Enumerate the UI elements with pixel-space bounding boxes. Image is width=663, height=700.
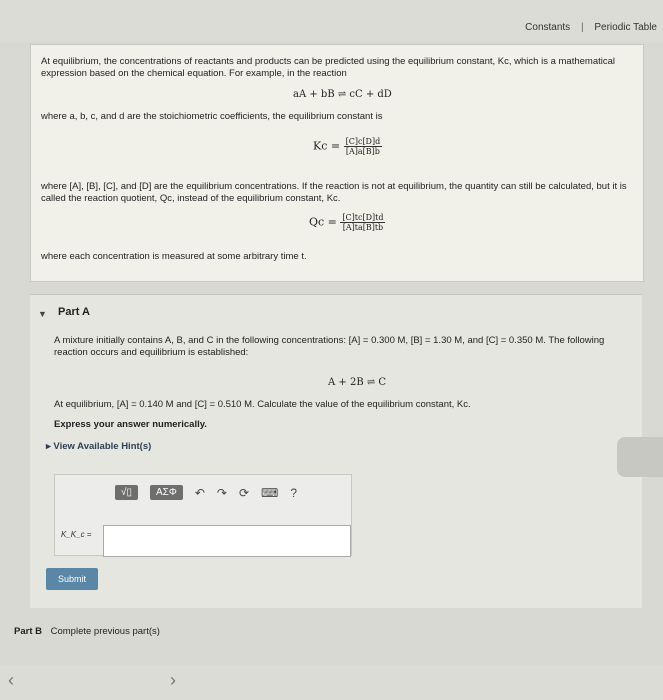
part-b-status: Complete previous part(s) [50, 626, 160, 637]
part-a-title: Part A [58, 306, 90, 318]
separator: | [580, 22, 584, 33]
forward-arrow-icon[interactable]: › [170, 670, 176, 690]
answer-instruction: Express your answer numerically. [54, 419, 207, 430]
top-bar [0, 0, 663, 42]
reset-icon[interactable]: ⟳ [238, 485, 250, 500]
undo-icon[interactable]: ↶ [194, 485, 205, 500]
intro-paragraph-1: At equilibrium, the concentrations of reactants and products can be predicted using the equilibrium constant, Kc, which is a mathematical expression based on the chemical equation. For example, in the reaction [41, 56, 616, 79]
hint-label: View Available Hint(s) [53, 441, 152, 452]
template-button[interactable]: √▯ [115, 485, 138, 500]
part-a-section [30, 294, 642, 608]
qc-numerator: [C]tc[D]td [342, 213, 384, 222]
side-chat-bubble[interactable] [617, 437, 663, 477]
intro-paragraph-4: where each concentration is measured at some arbitrary time t. [41, 251, 307, 262]
part-a-description: A mixture initially contains A, B, and C in the following concentrations: [A] = 0.300 M, [B] = 1.30 M, and [C] = 0.350 M. The following reaction occurs and equilibrium is established: [54, 335, 605, 358]
submit-button[interactable]: Submit [46, 568, 98, 590]
kc-fraction [344, 137, 383, 156]
kc-denominator: [A]a[B]b [345, 147, 380, 156]
periodic-table-link[interactable]: Periodic Table [594, 22, 657, 33]
qc-denominator: [A]ta[B]tb [342, 223, 384, 232]
answer-label: K_K_c = [61, 530, 92, 539]
browser-bottom-bar [0, 665, 663, 700]
part-a-question: At equilibrium, [A] = 0.140 M and [C] = 0.510 M. Calculate the value of the equilibrium constant, Kc. [54, 399, 471, 410]
part-b-row [14, 626, 160, 637]
intro-panel [30, 44, 644, 282]
hint-toggle[interactable] [46, 441, 151, 453]
kc-equation [313, 137, 382, 156]
part-a-reaction: A + 2B ⇌ C [328, 377, 387, 388]
keyboard-icon[interactable]: ⌨ [261, 485, 279, 500]
back-arrow-icon[interactable]: ‹ [8, 670, 14, 690]
math-toolbar [115, 485, 297, 500]
header-links [525, 22, 657, 33]
qc-lhs: Qc = [309, 215, 337, 229]
qc-equation [309, 213, 385, 232]
collapse-caret-icon[interactable]: ▼ [38, 309, 47, 319]
constants-link[interactable]: Constants [525, 22, 571, 33]
redo-icon[interactable]: ↷ [216, 485, 227, 500]
answer-box [54, 474, 352, 556]
general-reaction: aA + bB ⇌ cC + dD [293, 89, 392, 100]
kc-numerator: [C]c[D]d [345, 137, 381, 146]
symbols-button[interactable]: ΑΣΦ [150, 485, 183, 500]
help-icon[interactable]: ? [290, 485, 298, 500]
part-b-title: Part B [14, 626, 42, 637]
intro-paragraph-2: where a, b, c, and d are the stoichiometric coefficients, the equilibrium constant is [41, 111, 383, 122]
kc-lhs: Kc = [313, 139, 341, 153]
intro-paragraph-3: where [A], [B], [C], and [D] are the equilibrium concentrations. If the reaction is not at equilibrium, the quantity can still be calculated, but it is called the reaction quotient, Qc, instead of the equilibrium constant, Kc. [41, 181, 627, 204]
qc-fraction [340, 213, 385, 232]
hint-arrow-icon: ▸ [46, 441, 51, 452]
answer-input[interactable] [103, 525, 351, 557]
